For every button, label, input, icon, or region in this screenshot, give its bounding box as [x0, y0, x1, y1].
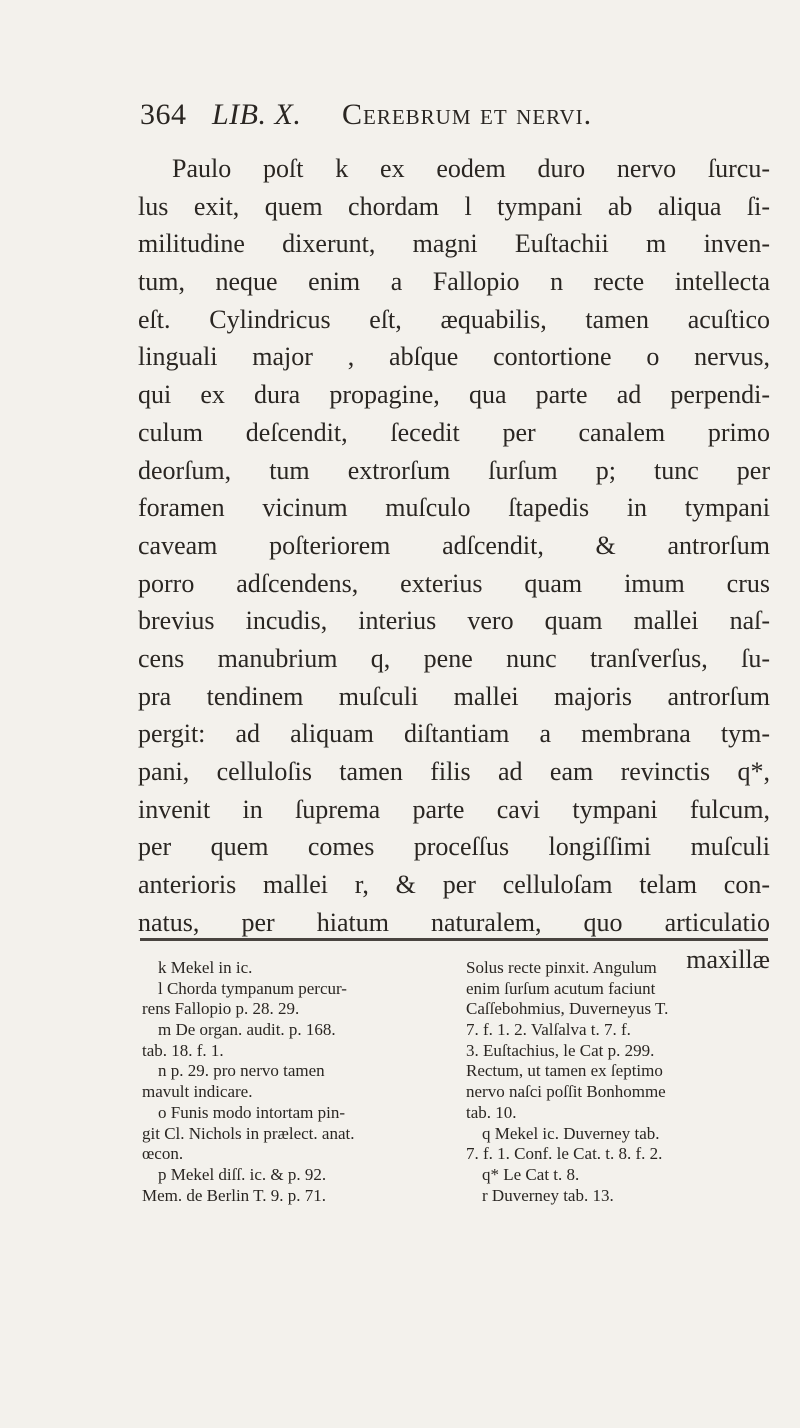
text-line: qui ex dura propagine, qua parte ad perpendi-	[138, 380, 770, 410]
text-line: invenit in ſuprema parte cavi tympani fulcum,	[138, 794, 770, 824]
page-number: 364	[140, 98, 187, 131]
text-line: pani, celluloſis tamen filis ad eam revinctis q*,	[138, 757, 770, 786]
footnote-line: Mem. de Berlin T. 9. p. 71.	[142, 1185, 326, 1205]
footnote-line: git Cl. Nichols in prælect. anat.	[142, 1123, 355, 1143]
footnote-line: 3. Euſtachius, le Cat p. 299.	[466, 1040, 655, 1060]
footnote-line: m De organ. audit. p. 168.	[158, 1020, 336, 1040]
text-line: cens manubrium q, pene nunc tranſverſus, ſu-	[138, 643, 770, 673]
footnote-line: tab. 10.	[466, 1102, 517, 1122]
text-line: caveam poſteriorem adſcendit, & antrorſum	[138, 530, 770, 560]
footnote-line: Solus recte pinxit. Angulum	[466, 958, 657, 977]
footnote-line: Caſſebohmius, Duverneyus T.	[466, 999, 669, 1019]
text-line: Paulo poſt k ex eodem duro nervo ſurcu-	[172, 154, 770, 183]
text-line: pra tendinem muſculi mallei majoris antrorſum	[138, 681, 770, 711]
footnote-line: l Chorda tympanum percur-	[158, 978, 347, 998]
text-line: pergit: ad aliquam diſtantiam a membrana tym-	[138, 719, 770, 749]
footnote-line: p Mekel diſſ. ic. & p. 92.	[158, 1164, 327, 1184]
text-line: anterioris mallei r, & per celluloſam telam con-	[138, 870, 770, 900]
text-line: tum, neque enim a Fallopio n recte intellecta	[138, 267, 770, 297]
footnotes-left-column	[142, 958, 454, 1206]
text-line: per quem comes proceſſus longiſſimi muſculi	[138, 832, 770, 862]
footnote-line: o Funis modo intortam pin-	[158, 1102, 345, 1122]
footnote-line: r Duverney tab. 13.	[482, 1185, 614, 1205]
footnote-line: 7. f. 1. 2. Valſalva t. 7. f.	[466, 1020, 631, 1040]
text-line: culum deſcendit, ſecedit per canalem primo	[138, 417, 770, 447]
footnote-divider	[140, 938, 768, 941]
footnote-line: 7. f. 1. Conf. le Cat. t. 8. f. 2.	[466, 1144, 663, 1164]
text-line: deorſum, tum extrorſum ſurſum p; tunc per	[138, 455, 770, 485]
text-line: porro adſcendens, exterius quam imum crus	[138, 568, 770, 598]
footnote-line: mavult indicare.	[142, 1082, 253, 1102]
running-title: Cerebrum et nervi.	[342, 98, 593, 131]
text-line: linguali major , abſque contortione o nervus,	[138, 342, 770, 372]
book-number: LIB. X.	[212, 98, 302, 131]
footnote-line: Rectum, ut tamen ex ſeptimo	[466, 1061, 663, 1081]
footnotes-right-column	[466, 958, 768, 1206]
text-line: militudine dixerunt, magni Euſtachii m inven-	[138, 229, 770, 259]
footnote-line: enim ſurſum acutum faciunt	[466, 978, 656, 998]
footnote-line: rens Fallopio p. 28. 29.	[142, 999, 300, 1019]
main-text	[138, 150, 770, 979]
text-line: natus, per hiatum naturalem, quo articulatio	[138, 907, 770, 937]
footnote-line: k Mekel in ic.	[158, 958, 253, 977]
text-line: brevius incudis, interius vero quam mallei naſ-	[138, 606, 770, 636]
footnote-line: n p. 29. pro nervo tamen	[158, 1061, 325, 1081]
running-head	[140, 98, 760, 138]
footnote-line: tab. 18. f. 1.	[142, 1040, 224, 1060]
footnote-line: q* Le Cat t. 8.	[482, 1164, 580, 1184]
footnote-line: q Mekel ic. Duverney tab.	[482, 1123, 660, 1143]
text-line: foramen vicinum muſculo ſtapedis in tympani	[138, 493, 770, 523]
footnote-line: nervo naſci poſſit Bonhomme	[466, 1082, 666, 1102]
text-line: maxillæ	[686, 945, 770, 975]
text-line: eſt. Cylindricus eſt, æquabilis, tamen acuſtico	[138, 304, 770, 334]
text-line: lus exit, quem chordam l tympani ab aliqua ſi-	[138, 191, 770, 221]
footnote-line: œcon.	[142, 1144, 184, 1164]
